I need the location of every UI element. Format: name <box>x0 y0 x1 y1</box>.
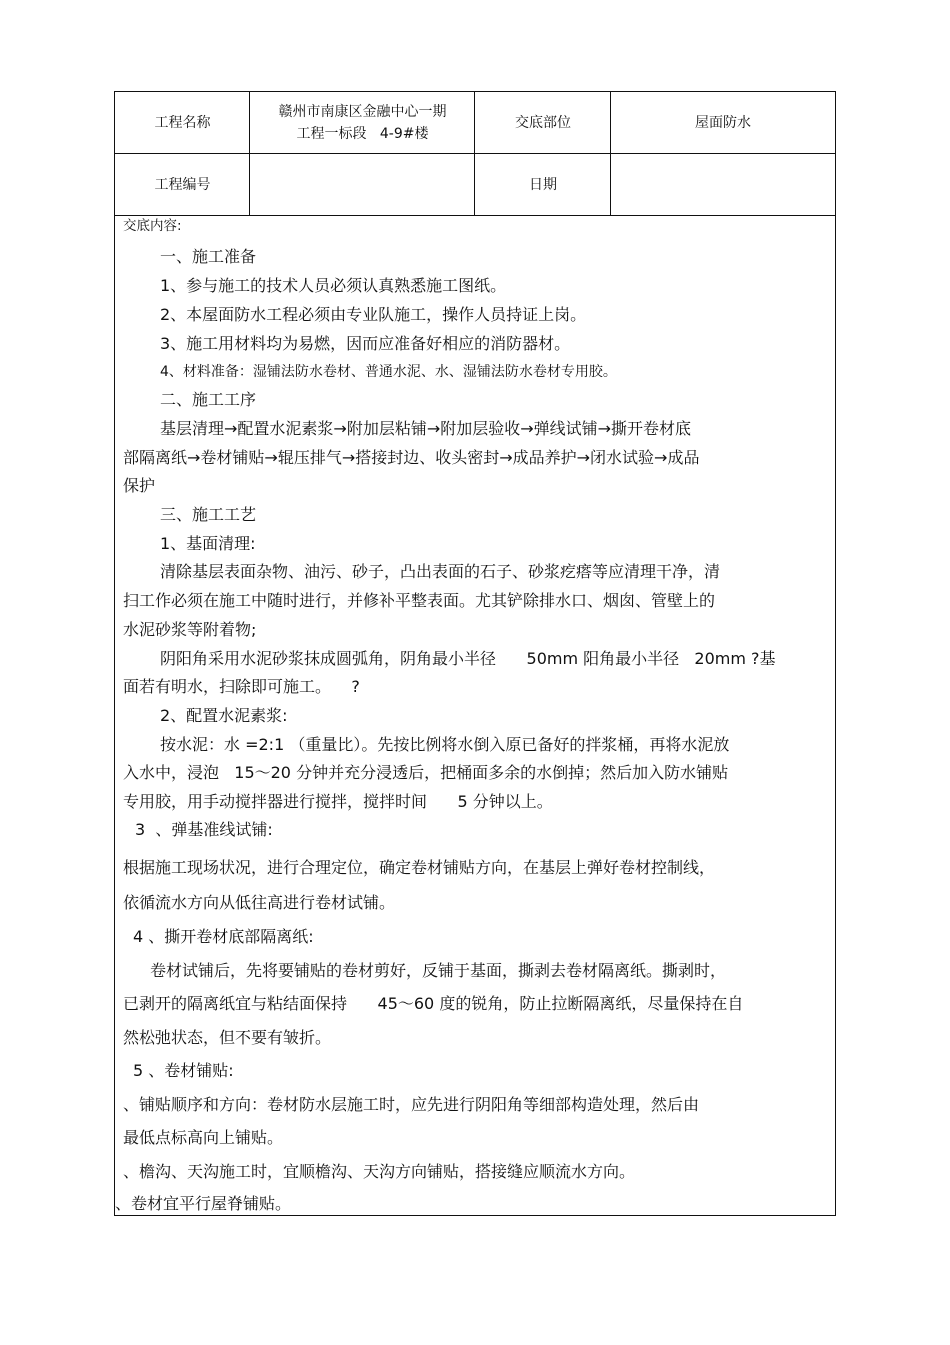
content-line: 、檐沟、天沟施工时，宜顺檐沟、天沟方向铺贴，搭接缝应顺流水方向。 <box>123 1162 636 1181</box>
content-line: 根据施工现场状况，进行合理定位，确定卷材铺贴方向，在基层上弹好卷材控制线， <box>123 858 716 877</box>
handover-part-value: 屋面防水 <box>695 114 751 131</box>
content-line: 然松弛状态，但不要有皱折。 <box>123 1028 332 1047</box>
content-line: 专用胶，用手动搅拌器进行搅拌，搅拌时间 5 分钟以上。 <box>123 792 553 811</box>
content-line: 水泥砂浆等附着物; <box>123 620 257 639</box>
content-line: 、卷材宜平行屋脊铺贴。 <box>115 1194 292 1213</box>
content-line: 卷材试铺后，先将要铺贴的卷材剪好，反铺于基面，撕剥去卷材隔离纸。撕剥时， <box>150 961 727 980</box>
project-name-value <box>250 92 475 153</box>
project-name-label: 工程名称 <box>154 114 211 131</box>
section-heading: 二、施工工序 <box>160 390 257 409</box>
content-line: 按水泥：水 =2:1 （重量比）。先按比例将水倒入原已备好的拌浆桶，再将水泥放 <box>160 735 730 754</box>
content-line: 保护 <box>123 476 156 495</box>
content-line: 入水中，浸泡 15～20 分钟并充分浸透后，把桶面多余的水倒掉；然后加入防水铺贴 <box>123 763 729 782</box>
content-heading: 交底内容: <box>123 218 182 234</box>
content-line: 依循流水方向从低往高进行卷材试铺。 <box>123 893 396 912</box>
project-name-line1: 赣州市南康区金融中心一期 <box>278 103 447 120</box>
content-line: 2、本屋面防水工程必须由专业队施工，操作人员持证上岗。 <box>160 305 587 324</box>
content-line: 4、材料准备：湿铺法防水卷材、普通水泥、水、湿铺法防水卷材专用胶。 <box>160 364 617 380</box>
content-line: 1、参与施工的技术人员必须认真熟悉施工图纸。 <box>160 276 507 295</box>
sub-heading: 1、基面清理: <box>160 534 256 553</box>
content-line: 已剥开的隔离纸宜与粘结面保持 45～60 度的锐角，防止拉断隔离纸，尽量保持在自 <box>123 994 744 1013</box>
content-line: 清除基层表面杂物、油污、砂子，凸出表面的石子、砂浆疙瘩等应清理干净，清 <box>160 562 721 581</box>
content-line: 基层清理→配置水泥素浆→附加层粘铺→附加层验收→弹线试铺→撕开卷材底 <box>160 419 692 438</box>
section-heading: 三、施工工艺 <box>160 505 257 524</box>
content-line: 扫工作必须在施工中随时进行，并修补平整表面。尤其铲除排水口、烟囱、管壁上的 <box>123 591 716 610</box>
section-heading: 一、施工准备 <box>160 247 257 266</box>
content-line: 最低点标高向上铺贴。 <box>123 1128 284 1147</box>
handover-content <box>115 216 835 1215</box>
date-label: 日期 <box>529 176 557 193</box>
sub-heading: 4 、撕开卷材底部隔离纸: <box>133 927 314 946</box>
content-line: 阴阳角采用水泥砂浆抹成圆弧角，阴角最小半径 50mm 阳角最小半径 20mm ?基 <box>160 649 776 668</box>
project-name-line2: 工程一标段 4-9#楼 <box>296 125 429 142</box>
content-line: 、铺贴顺序和方向：卷材防水层施工时，应先进行阴阳角等细部构造处理，然后由 <box>123 1095 700 1114</box>
sub-heading: 5 、卷材铺贴: <box>133 1061 234 1080</box>
sub-heading: 3 、弹基准线试铺: <box>135 820 273 839</box>
handover-form <box>114 91 836 1216</box>
sub-heading: 2、配置水泥素浆: <box>160 706 288 725</box>
content-line: 面若有明水，扫除即可施工。 ? <box>123 677 360 696</box>
header-row-1 <box>115 92 835 154</box>
project-no-label: 工程编号 <box>154 176 211 193</box>
header-row-2 <box>115 154 835 216</box>
date-value <box>611 154 835 215</box>
handover-part-label: 交底部位 <box>515 114 571 131</box>
content-line: 3、施工用材料均为易燃，因而应准备好相应的消防器材。 <box>160 334 571 353</box>
content-line: 部隔离纸→卷材铺贴→辊压排气→搭接封边、收头密封→成品养护→闭水试验→成品 <box>123 448 700 467</box>
project-no-value <box>250 154 475 215</box>
